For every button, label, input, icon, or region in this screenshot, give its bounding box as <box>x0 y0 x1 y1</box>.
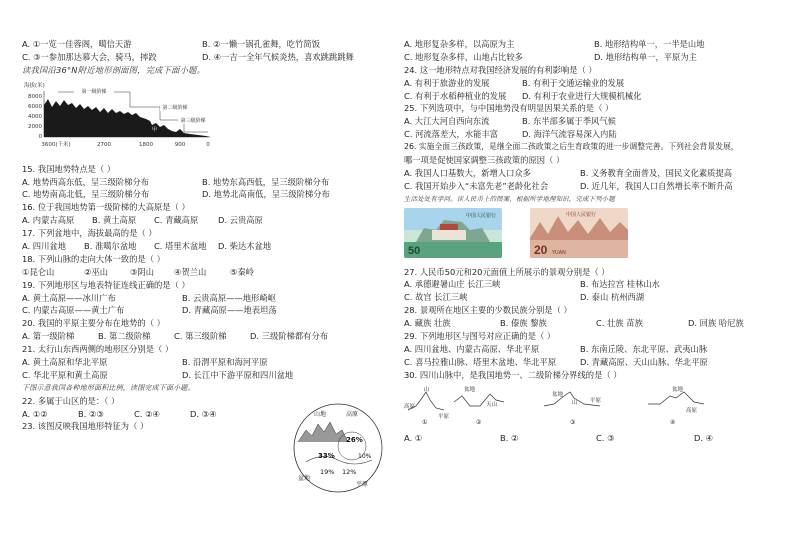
profile-num: ① <box>422 418 428 426</box>
plain-label: 平原 <box>356 481 369 488</box>
option-row <box>404 128 776 141</box>
option-b[interactable]: B. 傣族 黎族 <box>500 318 547 329</box>
option-d[interactable]: D. 青藏高原、天山山脉、华北平原 <box>580 356 708 367</box>
question-26-stem-2: 哪一项是促使国家调整三孩政策的原因（ ） <box>404 155 565 166</box>
option-d[interactable]: D. ③④ <box>190 408 217 419</box>
profile-left: 山 <box>572 399 578 406</box>
option-row <box>404 180 776 193</box>
profile-2 <box>454 385 504 426</box>
profile-sketches-svg <box>404 384 776 428</box>
option-d[interactable]: D. 回族 哈尼族 <box>688 318 744 329</box>
option-b[interactable]: B. 义务教育全面普及，国民文化素质提高 <box>580 167 733 178</box>
question-19-stem: 19. 下列地形区与地表特征连线正确的是（ ） <box>22 279 190 290</box>
question-29-stem: 29. 下列地形区与图号对应正确的是（ ） <box>404 331 556 342</box>
option-d[interactable]: D. ④一吉一全年气候炎热，喜欢跳跳跳舞 <box>202 51 354 62</box>
option-b[interactable]: B. 东半部多属于季风气候 <box>522 116 616 127</box>
option-b[interactable]: B. 地势东高西低，呈三级阶梯分布 <box>202 176 330 187</box>
option-a[interactable]: A. 黄土高原和华北平原 <box>22 357 108 368</box>
note-brand: 中国人民银行 <box>566 211 597 218</box>
option-d[interactable]: D. 柴达木盆地 <box>218 241 272 252</box>
profile-right: 平原 <box>438 413 450 420</box>
option-d[interactable]: D. 近几年，我国人口自然增长率不断升高 <box>580 180 733 191</box>
x-tick: 1800 <box>139 141 153 148</box>
option-a[interactable]: A. 内蒙古高原 <box>22 215 75 226</box>
question-22-stem: 22. 多属于山区的是：（ ） <box>22 395 120 406</box>
y-tick: 8000 <box>28 93 42 100</box>
profile-4 <box>648 385 704 426</box>
option-b[interactable]: B. 地形结构单一，一半是山地 <box>594 39 705 49</box>
note-brand: 中国人民银行 <box>466 212 497 219</box>
option-a[interactable]: A. 地势西高东低，呈三级阶梯分布 <box>22 176 149 187</box>
profile-top: 盆地 <box>464 386 476 393</box>
right-column <box>404 38 776 444</box>
option-c[interactable]: C. 地势南高北低，呈三级阶梯分布 <box>22 189 150 200</box>
option-c[interactable]: C. 喜马拉雅山脉、塔里木盆地、华北平原 <box>404 356 557 367</box>
profile-line <box>648 392 704 404</box>
option-c[interactable]: C. 壮族 苗族 <box>596 318 643 329</box>
option-row <box>22 214 394 227</box>
option-b[interactable]: B. 准噶尔盆地 <box>84 241 137 252</box>
option-a[interactable]: A. 有利于旅游业的发展 <box>404 77 490 88</box>
choice-3[interactable]: ③阴山 <box>130 266 155 277</box>
option-c[interactable]: C. 塔里木盆地 <box>154 241 207 252</box>
profile-top: 盆地 <box>552 391 564 398</box>
question-26-stem: 26. 实施全面三孩政策，是继全面二孩政策之后生育政策的进一步调整完善。下列社会背景发展， <box>404 142 739 152</box>
note-value: 50 <box>408 244 421 257</box>
question-25-stem: 25. 下列选项中，与中国地势没有明显因果关系的是（ ） <box>404 103 614 114</box>
terrain-profile-chart <box>22 79 394 161</box>
option-row <box>404 90 776 103</box>
option-c[interactable]: C. ③一参加那达慕大会，骑马，摔跤 <box>22 51 157 62</box>
option-d[interactable]: D. 三级阶梯都有分布 <box>250 331 329 342</box>
plateau-label: 高原 <box>346 411 359 418</box>
mountain-label: 山地 <box>314 411 327 418</box>
left-column <box>22 38 394 433</box>
basin-label: 盆地 <box>298 475 311 482</box>
choice-4[interactable]: ④贺兰山 <box>174 266 207 277</box>
profile-right: 天山 <box>486 401 498 408</box>
option-b[interactable]: B. 第二级阶梯 <box>98 331 151 342</box>
option-c[interactable]: C. 河流落差大，水能丰富 <box>404 129 499 140</box>
option-a[interactable]: A. 我国人口基数大，新增人口众多 <box>404 167 531 178</box>
y-axis-label: 海拔(米) <box>24 82 45 89</box>
terrain-profile-svg <box>22 79 222 161</box>
percent-12: 12% <box>342 468 357 476</box>
intro-22: 下图示意我国各种地形面积比例，读图完成下面小题。 <box>22 383 195 392</box>
option-d[interactable]: D. ④ <box>694 432 714 443</box>
percent-26: 26% <box>346 436 363 444</box>
option-c[interactable]: C. 有利于水稻种植业的发展 <box>404 90 507 101</box>
option-row <box>22 240 394 253</box>
question-21-stem: 21. 太行山东西两侧的地形区分别是（ ） <box>22 344 174 355</box>
profile-num: ④ <box>670 418 676 426</box>
option-c[interactable]: C. 内蒙古高原——黄土广布 <box>22 305 125 316</box>
option-row <box>22 176 394 189</box>
question-17-stem: 17. 下列盆地中，海拔最高的是（ ） <box>22 228 157 239</box>
choice-5[interactable]: ⑤秦岭 <box>230 266 255 277</box>
percent-19: 19% <box>320 468 335 476</box>
percent-33: 33% <box>318 452 335 460</box>
option-row <box>22 330 394 343</box>
banknote-20-svg <box>530 208 628 258</box>
option-row <box>22 51 394 64</box>
option-a[interactable]: A. 四川盆地、内蒙古高原、华北平原 <box>404 343 540 354</box>
x-tick: 0 <box>206 141 210 148</box>
question-18-stem: 18. 下列山脉的走向大体一致的是（ ） <box>22 253 165 264</box>
option-c[interactable]: C. ③ <box>596 432 615 443</box>
option-b[interactable]: B. 黄土高原 <box>92 215 137 226</box>
chart-intro: 读我国沿36°N附近地形剖面图，完成下面小题。 <box>22 64 206 75</box>
option-d[interactable]: D. 长江中下游平原和四川盆地 <box>182 369 294 380</box>
option-a[interactable]: A. 四川盆地 <box>22 241 66 252</box>
option-row <box>22 304 394 317</box>
note-unit: YUAN <box>552 249 566 256</box>
note-value: 20 <box>534 242 548 257</box>
option-a[interactable]: A. ① <box>404 432 423 443</box>
option-b[interactable]: B. 沿渭平原和海河平原 <box>182 357 268 368</box>
profile-top: 盆地 <box>672 386 684 393</box>
option-a[interactable]: A. 地形复杂多样，以高原为主 <box>404 39 515 49</box>
profile-num: ② <box>476 418 482 426</box>
option-a[interactable]: A. 黄土高原——冰川广布 <box>22 292 116 303</box>
question-27-stem: 27. 人民币50元和20元面值上所展示的景观分别是（ ） <box>404 266 610 277</box>
question-15-stem: 15. 我国地势特点是（ ） <box>22 163 116 174</box>
option-d[interactable]: D. 海洋气流容易深入内陆 <box>522 129 617 140</box>
palace-white <box>432 230 466 240</box>
banknote-50 <box>404 208 502 258</box>
option-c[interactable]: C. 第三级阶梯 <box>174 331 227 342</box>
option-a[interactable]: A. ①一览一佳蓉阁，噶信天游 <box>22 39 132 49</box>
y-tick: 4000 <box>28 113 42 120</box>
profile-1 <box>404 385 450 426</box>
banknote-images <box>404 208 776 260</box>
option-row <box>404 317 776 330</box>
option-c[interactable]: C. 青藏高原 <box>154 215 199 226</box>
option-row <box>22 188 394 201</box>
profile-top: 山 <box>424 386 430 393</box>
profile-right: 平原 <box>590 397 602 404</box>
option-row <box>404 356 776 369</box>
profile-3 <box>544 390 602 426</box>
option-row <box>404 115 776 128</box>
option-b[interactable]: B. ②一懒一锅孔雀舞，吃竹简饭 <box>202 39 320 49</box>
question-23-stem: 23. 该图反映我国地形特征为（ ） <box>22 421 149 432</box>
y-tick: 0 <box>38 133 42 140</box>
option-b[interactable]: B. 东南丘陵、东北平原、武夷山脉 <box>580 343 708 354</box>
question-24-stem: 24. 这一地形特点对我国经济发展的有利影响是（ ） <box>404 64 597 75</box>
option-row <box>22 266 394 279</box>
option-a[interactable]: A. 藏族 壮族 <box>404 318 451 329</box>
choice-2[interactable]: ②巫山 <box>84 266 109 277</box>
option-row <box>404 77 776 90</box>
option-row <box>404 291 776 304</box>
third-step-label: 第三级阶梯 <box>180 117 206 124</box>
option-row <box>404 278 776 291</box>
jia-label: 甲 <box>152 126 158 133</box>
terrain-area-globe <box>292 402 384 498</box>
option-row <box>404 432 776 445</box>
option-d[interactable]: D. 地形结构单一，平原为主 <box>594 51 697 62</box>
option-row <box>22 356 394 369</box>
option-d[interactable]: D. 云贵高原 <box>218 215 263 226</box>
option-row <box>22 292 394 305</box>
banknote-50-svg <box>404 208 502 258</box>
option-c[interactable]: C. 我国开始步入“未富先老”老龄化社会 <box>404 180 549 191</box>
second-step-label: 第二级阶梯 <box>162 104 188 111</box>
banknote-20 <box>530 208 628 258</box>
option-d[interactable]: D. 青藏高原——地表坦荡 <box>182 305 277 316</box>
option-b[interactable]: B. 云贵高原——地形崎岖 <box>182 292 276 303</box>
option-b[interactable]: B. ②③ <box>78 408 104 419</box>
option-a[interactable]: A. 大江大河自西向东流 <box>404 116 490 127</box>
profile-right: 高原 <box>686 407 698 414</box>
profile-left: 高原 <box>404 403 416 410</box>
profile-num: ③ <box>570 418 576 426</box>
option-a[interactable]: A. 承德避暑山庄 长江三峡 <box>404 279 501 290</box>
option-row <box>404 51 776 64</box>
option-d[interactable]: D. 地势北高南低，呈三级阶梯分布 <box>202 189 330 200</box>
option-row <box>22 38 394 51</box>
y-tick: 2000 <box>28 123 42 130</box>
intro-27: 生活处处有学问。读人民币上的图案，根据所学地理知识，完成下列小题 <box>404 194 615 203</box>
option-c[interactable]: C. 华北平原和黄土高原 <box>22 369 108 380</box>
terrain-globe-svg <box>292 402 384 494</box>
profile-sketches <box>404 384 776 432</box>
option-a[interactable]: A. 第一级阶梯 <box>22 331 75 342</box>
option-row <box>404 167 776 180</box>
y-tick: 6000 <box>28 103 42 110</box>
option-d[interactable]: D. 有利于农业进行大规模机械化 <box>522 90 642 101</box>
x-tick: 2700 <box>97 141 111 148</box>
x-tick: 3600(千米) <box>41 141 71 148</box>
option-c[interactable]: C. 故宫 长江三峡 <box>404 292 468 303</box>
option-row <box>404 343 776 356</box>
question-16-stem: 16. 位于我国地势第一级阶梯的大高原是（ ） <box>22 202 190 213</box>
question-30-stem: 30. 四川山脉中，是我国地势一、二级阶梯分界线的是（ ） <box>404 369 622 380</box>
option-b[interactable]: B. 布达拉宫 桂林山水 <box>580 279 660 290</box>
choice-1[interactable]: ①昆仑山 <box>22 266 55 277</box>
first-step-label: 第一级阶梯 <box>81 88 107 95</box>
option-row <box>404 38 776 51</box>
yi-label: 乙 <box>144 112 150 119</box>
option-row <box>22 369 394 382</box>
x-tick: 900 <box>174 141 186 148</box>
option-b[interactable]: B. ② <box>500 432 519 443</box>
option-a[interactable]: A. ①② <box>22 408 48 419</box>
question-20-stem: 20. 我国的平原主要分布在地势的（ ） <box>22 318 165 329</box>
option-b[interactable]: B. 有利于交通运输业的发展 <box>522 77 625 88</box>
option-d[interactable]: D. 泰山 杭州西湖 <box>580 292 645 303</box>
option-c[interactable]: C. ②④ <box>134 408 160 419</box>
option-c[interactable]: C. 地形复杂多样，山地占比较多 <box>404 51 523 62</box>
percent-10: 10% <box>358 453 372 460</box>
question-28-stem: 28. 景观所在地区主要的少数民族分别是（ ） <box>404 305 572 316</box>
